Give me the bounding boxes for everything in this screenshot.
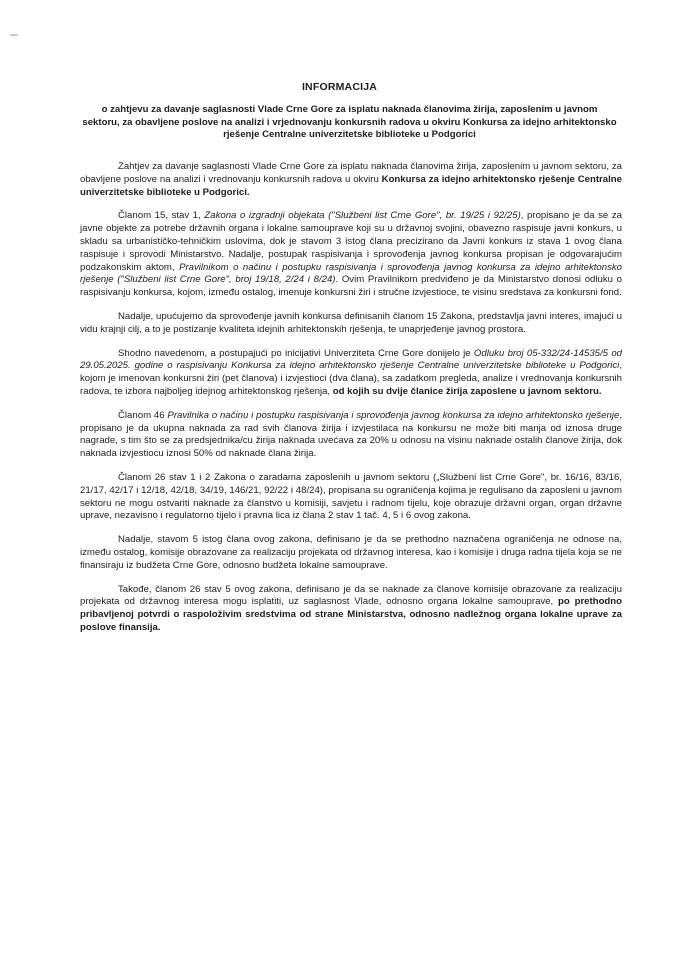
- decision-reference: Odluku broj 05-332/24-14535/5 od 29.05.2025. godine o raspisivanju Konkursa za idejno arhitektonsko rješenje Centralne univerzitetske biblioteke u Podgorici: [80, 347, 622, 372]
- paragraph-5: Članom 46 Pravilnika o načinu i postupku raspisivanja i sprovođenja javnog konkursa za idejno arhitektonsko rješenje, propisano je da ukupna naknada za rad svih članova žirija i izvjestilaca na konkursu ne može biti manja od iznosa druge nagrade, s tim što se za predsjednika/cu žirija naknada uvećava za 20% u odnosu na visinu naknade ostalih članove žirija, dok naknada izvjestiocu iznosi 50% od naknade člana žirija.: [80, 409, 622, 460]
- paragraph-7: Nadalje, stavom 5 istog člana ovog zakona, definisano je da se prethodno naznačena ograničenja ne odnose na, između ostalog, komisije obrazovane za realizaciju projekata od državnog interesa, kao i komisije i druga radna tijela koja se ne finansiraju iz budžeta Crne Gore, odnosno budžeta lokalne samouprave.: [80, 534, 622, 571]
- document-title: INFORMACIJA: [301, 81, 378, 93]
- paragraph-8: Takođe, članom 26 stav 5 ovog zakona, definisano je da se naknade za članove komisije obrazovane za realizaciju projekata od državnog interesa mogu isplatiti, uz saglasnost Vlade, odnosno organa lokalne samouprave, po prethodno pribavljenoj potvrdi o raspoloživim sredstvima od strane Ministarstva, odnosno nadležnog organa lokalne uprave za poslove finansija.: [80, 583, 623, 633]
- paragraph-2: Članom 15, stav 1, Zakona o izgradnji objekata ("Službeni list Crne Gore", br. 19/25 i 92/25), propisano je da se za javne objekte za potrebe državnih organa i lokalne samouprave koji su u državnoj svojini, obavezno raspisuje javni konkurs, u skladu sa urbanističko-tehničkim uslovima, dok je stavom 3 istog člana precizirano da Javni konkurs iz stava 1 ovog člana raspisuje i sprovodi Ministarstvo. Nadalje, postupak raspisivanja i sprovođenja javnog konkursa propisan je odgovarajućim podzakonskim aktom, Pravilnikom o načinu i postupku raspisivanja i sprovođenja javnog konkursa za idejno arhitektonsko rješenje ("Službeni list Crne Gore", broj 19/18, 2/24 i 8/24). Ovim Pravilnikom predviđeno je da Ministarstvo donosi odluku o raspisivanju konkursa, kojom, između ostalog, imenuje konkursni žiri i stručne izvjestioce, te visinu sredstava za konkursni fond.: [80, 210, 623, 299]
- emphasis-text: od kojih su dvije članice žirija zaposlene u javnom sektoru.: [332, 385, 602, 397]
- scan-mark: [10, 34, 18, 36]
- regulation-reference: Pravilnikom o načinu i postupku raspisivanja i sprovođenja javnog konkursa za idejno arhitektonsko rješenje ("Službeni list Crne Gore", broj 19/18, 2/24 i 8/24): [80, 261, 623, 286]
- emphasis-text: Konkursa za idejno arhitektonsko rješenje Centralne univerzitetske biblioteke u Podgorici.: [80, 173, 622, 198]
- paragraph-4: Shodno navedenom, a postupajući po inicijativi Univerziteta Crne Gore donijelo je Odluku broj 05-332/24-14535/5 od 29.05.2025. godine o raspisivanju Konkursa za idejno arhitektonsko rješenje Centralne univerzitetske biblioteke u Podgorici, kojom je imenovan konkursni žiri (pet članova) i izvjestioci (dva člana), sa zadatkom pregleda, analize i vrednovanja konkursnih radova, te izbora najboljeg idejnog arhitektonskog rješenja, od kojih su dvije članice žirija zaposlene u javnom sektoru.: [80, 347, 622, 397]
- document-body: [80, 161, 622, 646]
- paragraph-6: Članom 26 stav 1 i 2 Zakona o zaradama zaposlenih u javnom sektoru („Službeni list Crne Gore", br. 16/16, 83/16, 21/17, 42/17 i 12/18, 42/18, 34/19, 146/21, 92/22 i 48/24), propisana su ograničenja kojima je regulisano da zaposleni u javnom sektoru ne mogu ostvariti naknade za članstvo u komisiji, savjetu i radnom tijelu, koje obrazuje državni organ, organ državne uprave, nezavisno i regulatorno tijelo i pravna lica iz člana 2 stav 1 tač. 4, 5 i 6 ovog zakona.: [80, 471, 622, 522]
- document-subject: o zahtjevu za davanje saglasnosti Vlade Crne Gore za isplatu naknada članovima žirija, zaposlenim u javnom sektoru, za obavljene poslove na analizi i vrjednovanju konkursnih radova u okviru Konkursa za idejno arhitektonsko rješenje Centralne univerzitetske biblioteke u Podgorici: [82, 104, 617, 141]
- regulation-reference: Pravilnika o načinu i postupku raspisivanja i sprovođenja javnog konkursa za idejno arhitektonsko rješenje: [167, 409, 620, 421]
- paragraph-1: Zahtjev za davanje saglasnosti Vlade Crne Gore za isplatu naknada članovima žirija, zaposlenim u javnom sektoru, za obavljene poslove na analizi i vrednovanju konkursnih radova u okviru Konkursa za idejno arhitektonsko rješenje Centralne univerzitetske biblioteke u Podgorici.: [80, 161, 622, 198]
- law-reference: Zakona o izgradnji objekata ("Službeni list Crne Gore", br. 19/25 i 92/25): [204, 210, 521, 222]
- emphasis-text: po prethodno pribavljenoj potvrdi o raspoloživim sredstvima od strane Ministarstva, odnosno nadležnog organa lokalne uprave za poslove finansija.: [80, 596, 623, 633]
- paragraph-3: Nadalje, upućujemo da sprovođenje javnih konkursa definisanih članom 15 Zakona, predstavlja javni interes, imajući u vidu krajnji cilj, a to je postizanje kvaliteta idejnih arhitektonskih rješenja, te unaprjeđenje javnog prostora.: [80, 310, 622, 335]
